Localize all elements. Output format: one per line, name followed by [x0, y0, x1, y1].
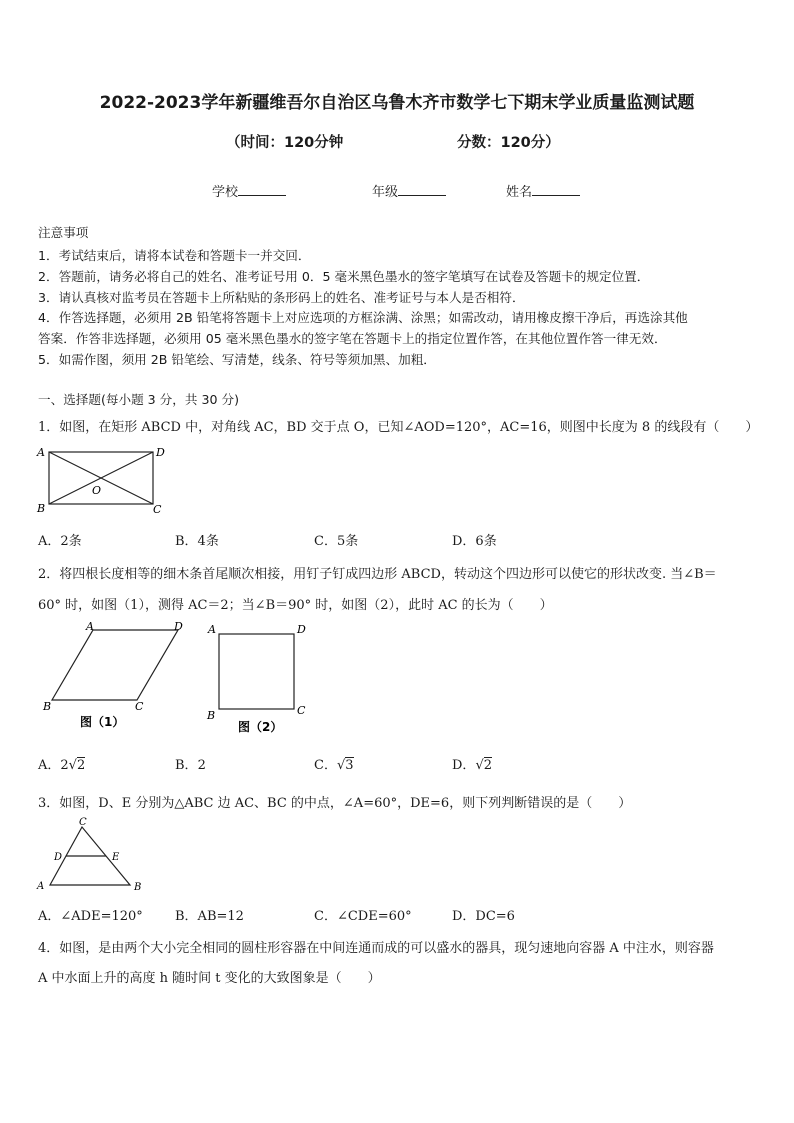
q4-stem-line2: A 中水面上升的高度 h 随时间 t 变化的大致图象是（ ）: [38, 971, 381, 986]
note-item: 答案．作答非选择题，必须用 05 毫米黑色墨水的签字笔在答题卡上的指定位置作答，在其他位置作答一律无效．: [38, 331, 667, 346]
note-item: 2．答题前，请务必将自己的姓名、准考证号用 0．5 毫米黑色墨水的签字笔填写在试卷及答题卡的规定位置．: [38, 269, 650, 284]
q1-label-c: C: [153, 503, 162, 516]
q1-figure: [34, 443, 174, 521]
q3-label-a: A: [37, 881, 45, 892]
q2-stem-line1: 2．将四根长度相等的细木条首尾顺次相接，用钉子钉成四边形 ABCD，转动这个四边形可以使它的形状改变. 当∠B＝: [38, 567, 717, 582]
q2-option-a-coef: 2: [60, 758, 69, 773]
notes-heading: 注意事项: [38, 225, 89, 240]
sqrt-icon: √: [475, 758, 484, 773]
grade-field: [372, 181, 446, 200]
q2-fig2-label-c: C: [297, 704, 306, 717]
sqrt-icon: √: [68, 758, 77, 773]
q2-option-b[interactable]: [175, 754, 206, 773]
q1-option-d[interactable]: D．6条: [452, 534, 497, 549]
q2-option-b-letter: B．: [175, 758, 198, 773]
q3-option-b[interactable]: B．AB=12: [175, 909, 244, 924]
school-label: 学校: [212, 185, 239, 200]
name-label: 姓名: [506, 185, 533, 200]
q2-fig2-caption: 图（2）: [238, 720, 283, 734]
q1-label-o: O: [92, 484, 102, 497]
q2-fig2-label-b: B: [207, 709, 216, 722]
q2-option-c-letter: C．: [314, 758, 337, 773]
grade-blank[interactable]: [398, 183, 446, 196]
q2-option-c[interactable]: [314, 754, 354, 773]
school-field: [212, 181, 286, 200]
school-blank[interactable]: [238, 183, 286, 196]
q2-option-b-coef: 2: [197, 758, 206, 773]
q2-fig2-label-d: D: [297, 623, 306, 636]
note-item: 5．如需作图，须用 2B 铅笔绘、写清楚，线条、符号等须加黑、加粗．: [38, 352, 436, 367]
q3-label-e: E: [112, 852, 120, 863]
sqrt-icon: √: [336, 758, 346, 773]
q1-option-b[interactable]: B．4条: [175, 534, 219, 549]
q1-label-a: A: [37, 446, 45, 459]
q2-rhombus: [52, 630, 178, 700]
q1-label-b: B: [37, 502, 46, 515]
q1-label-d: D: [156, 446, 165, 459]
exam-score: 分数：120分）: [457, 135, 560, 151]
q2-fig1-caption: 图（1）: [80, 715, 125, 729]
q1-option-c[interactable]: C．5条: [314, 534, 359, 549]
q3-label-c: C: [79, 817, 87, 828]
q1-option-a[interactable]: A．2条: [38, 534, 82, 549]
note-item: 3．请认真核对监考员在答题卡上所粘贴的条形码上的姓名、准考证号与本人是否相符．: [38, 290, 525, 305]
name-field: [506, 181, 580, 200]
q3-option-a[interactable]: A．∠ADE=120°: [38, 909, 143, 924]
q2-fig1-label-a: A: [86, 620, 94, 633]
page-title: 2022-2023学年新疆维吾尔自治区乌鲁木齐市数学七下期末学业质量监测试题: [99, 93, 695, 113]
q3-option-d[interactable]: D．DC=6: [452, 909, 515, 924]
q4-stem-line1: 4．如图，是由两个大小完全相同的圆柱形容器在中间连通而成的可以盛水的器具，现匀速地向容器 A 中注水，则容器: [38, 941, 714, 956]
q2-option-d[interactable]: [452, 754, 492, 773]
q3-stem: 3．如图，D、E 分别为△ABC 边 AC、BC 的中点，∠A=60°，DE=6，则下列判断错误的是（ ）: [38, 796, 632, 811]
exam-time: （时间：120分钟: [226, 135, 344, 151]
note-item: 4．作答选择题，必须用 2B 铅笔将答题卡上对应选项的方框涂满、涂黑；如需改动，请用橡皮擦干净后，再选涂其他: [38, 310, 688, 325]
q2-square: [219, 634, 294, 709]
q2-fig2-label-a: A: [208, 623, 216, 636]
q2-option-a[interactable]: [38, 754, 85, 773]
q3-figure: [34, 815, 150, 901]
q2-figure-2: [204, 618, 316, 740]
q2-option-a-radicand: 2: [76, 758, 86, 773]
q2-option-d-radicand: 2: [483, 758, 493, 773]
name-blank[interactable]: [532, 183, 580, 196]
q2-fig1-label-c: C: [135, 700, 144, 713]
q2-stem-line2: 60° 时，如图（1），测得 AC＝2；当∠B＝90° 时，如图（2），此时 AC 的长为（ ）: [38, 598, 553, 613]
q3-label-d: D: [54, 852, 63, 863]
q3-label-b: B: [134, 882, 142, 893]
q1-stem: 1．如图，在矩形 ABCD 中，对角线 AC，BD 交于点 O，已知∠AOD=120°，AC=16，则图中长度为 8 的线段有（ ）: [38, 420, 759, 435]
grade-label: 年级: [372, 185, 399, 200]
q3-option-c[interactable]: C．∠CDE=60°: [314, 909, 412, 924]
q2-option-a-letter: A．: [38, 758, 61, 773]
q2-fig1-label-b: B: [43, 700, 52, 713]
q2-fig1-label-d: D: [174, 620, 183, 633]
q2-option-c-radicand: 3: [345, 758, 354, 773]
section-heading: 一、选择题(每小题 3 分，共 30 分): [38, 392, 240, 407]
q2-figure-1: [38, 618, 194, 740]
note-item: 1．考试结束后，请将本试卷和答题卡一并交回．: [38, 248, 311, 263]
q2-option-d-letter: D．: [452, 758, 476, 773]
